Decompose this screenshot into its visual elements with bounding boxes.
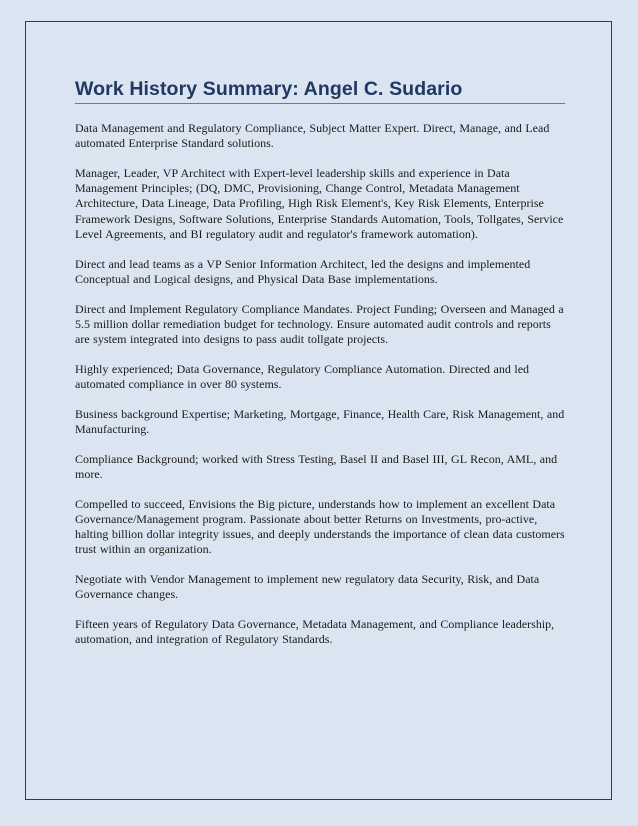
paragraph-business-background: Business background Expertise; Marketing, Mortgage, Finance, Health Care, Risk Management, and Manufacturing. [75, 406, 565, 437]
paragraph-summary: Data Management and Regulatory Compliance, Subject Matter Expert. Direct, Manage, and Lead automated Enterprise Standard solutions. [75, 121, 550, 151]
document-body [75, 76, 565, 662]
paragraph-compliance-mandates: Direct and Implement Regulatory Compliance Mandates. Project Funding; Overseen and Managed a 5.5 million dollar remediation budget for technology. Ensure automated audit controls and reports are system integrated into designs to pass audit tollgate projects. [75, 301, 564, 347]
paragraph-vision: Compelled to succeed, Envisions the Big picture, understands how to implement an excellent Data Governance/Management program. Passionate about better Returns on Investments, pro-active, halting billion dollar integrity issues, and deeply understands the importance of clean data customers trust within an organization. [75, 496, 565, 557]
paragraph-vendor-management: Negotiate with Vendor Management to implement new regulatory data Security, Risk, and Data Governance changes. [75, 572, 540, 602]
paragraph-governance: Highly experienced; Data Governance, Regulatory Compliance Automation. Directed and led automated compliance in over 80 systems. [75, 361, 530, 392]
page-title: Work History Summary: Angel C. Sudario [75, 76, 565, 104]
paragraph-architect: Direct and lead teams as a VP Senior Information Architect, led the designs and implemented Conceptual and Logical designs, and Physical Data Base implementations. [75, 256, 531, 286]
paragraph-experience-years: Fifteen years of Regulatory Data Governance, Metadata Management, and Compliance leadership, automation, and integration of Regulatory Standards. [75, 617, 555, 647]
paragraph-leadership: Manager, Leader, VP Architect with Expert-level leadership skills and experience in Data Management Principles; (DQ, DMC, Provisioning, Change Control, Metadata Management Architecture, Data Lineage, Data Profiling, High Risk Element's, Key Risk Elements, Enterprise Framework Designs, Software Solutions, Enterprise Standards Automation, Tools, Tollgates, Service Level Agreements, and BI regulatory audit and regulator's framework automation). [75, 166, 564, 241]
paragraph-compliance-background: Compliance Background; worked with Stress Testing, Basel II and Basel III, GL Recon, AML, and more. [75, 451, 558, 482]
